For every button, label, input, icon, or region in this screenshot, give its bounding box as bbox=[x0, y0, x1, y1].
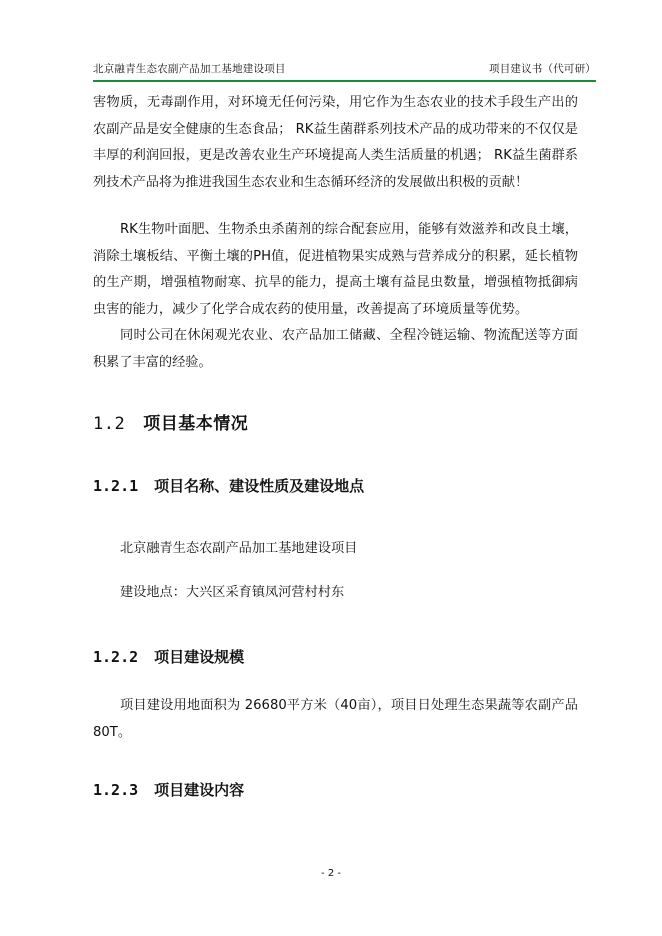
project-scale-body bbox=[93, 693, 578, 746]
section-heading-1-2-1 bbox=[93, 475, 364, 496]
section-title: 项目建设内容 bbox=[154, 781, 245, 799]
section-number: 1.2.3 bbox=[93, 781, 139, 799]
section-heading-1-2-2 bbox=[93, 646, 244, 667]
paragraph-3: 同时公司在休闲观光农业、农产品加工储藏、全程冷链运输、物流配送等方面积累了丰富的经验。 bbox=[93, 328, 578, 370]
section-heading-1-2-3 bbox=[93, 779, 244, 800]
section-heading-1-2 bbox=[93, 409, 248, 434]
paragraph-2: RK生物叶面肥、生物杀虫杀菌剂的综合配套应用，能够有效滋养和改良土壤，消除土壤板结、平衡土壤的PH值，促进植物果实成熟与营养成分的积累，延长植物的生产期，增强植物耐寒、抗旱的能力，提高土壤有益昆虫数量，增强植物抵御病虫害的能力，减少了化学合成农药的使用量，改善提高了环境质量等优势。 bbox=[93, 222, 578, 317]
section-title: 项目基本情况 bbox=[143, 414, 249, 434]
intro-paragraphs bbox=[93, 90, 578, 376]
page-header bbox=[93, 60, 596, 82]
section-number: 1.2.2 bbox=[93, 648, 139, 666]
header-project-title: 北京融青生态农副产品加工基地建设项目 bbox=[93, 63, 286, 75]
page-number: - 2 - bbox=[321, 868, 341, 879]
section-number: 1.2.1 bbox=[93, 477, 139, 495]
project-location-line: 建设地点：大兴区采育镇凤河营村村东 bbox=[120, 585, 345, 600]
section-title: 项目建设规模 bbox=[154, 648, 245, 666]
section-title: 项目名称、建设性质及建设地点 bbox=[154, 477, 365, 495]
header-doc-type: 项目建议书（代可研） bbox=[489, 63, 596, 75]
project-scale-text: 项目建设用地面积为 26680平方米（40亩），项目日处理生态果蔬等农副产品80T。 bbox=[93, 698, 578, 740]
paragraph-1: 害物质，无毒副作用，对环境无任何污染，用它作为生态农业的技术手段生产出的农副产品是安全健康的生态食品； RK益生菌群系列技术产品的成功带来的不仅仅是丰厚的利润回报，更是改善农业生产环境提高人类生活质量的机遇； RK益生菌群系列技术产品将为推进我国生态农业和生态循环经济的发展做出积极的贡献！ bbox=[93, 95, 578, 190]
section-number: 1.2 bbox=[93, 414, 126, 434]
project-name-line: 北京融青生态农副产品加工基地建设项目 bbox=[120, 541, 358, 556]
